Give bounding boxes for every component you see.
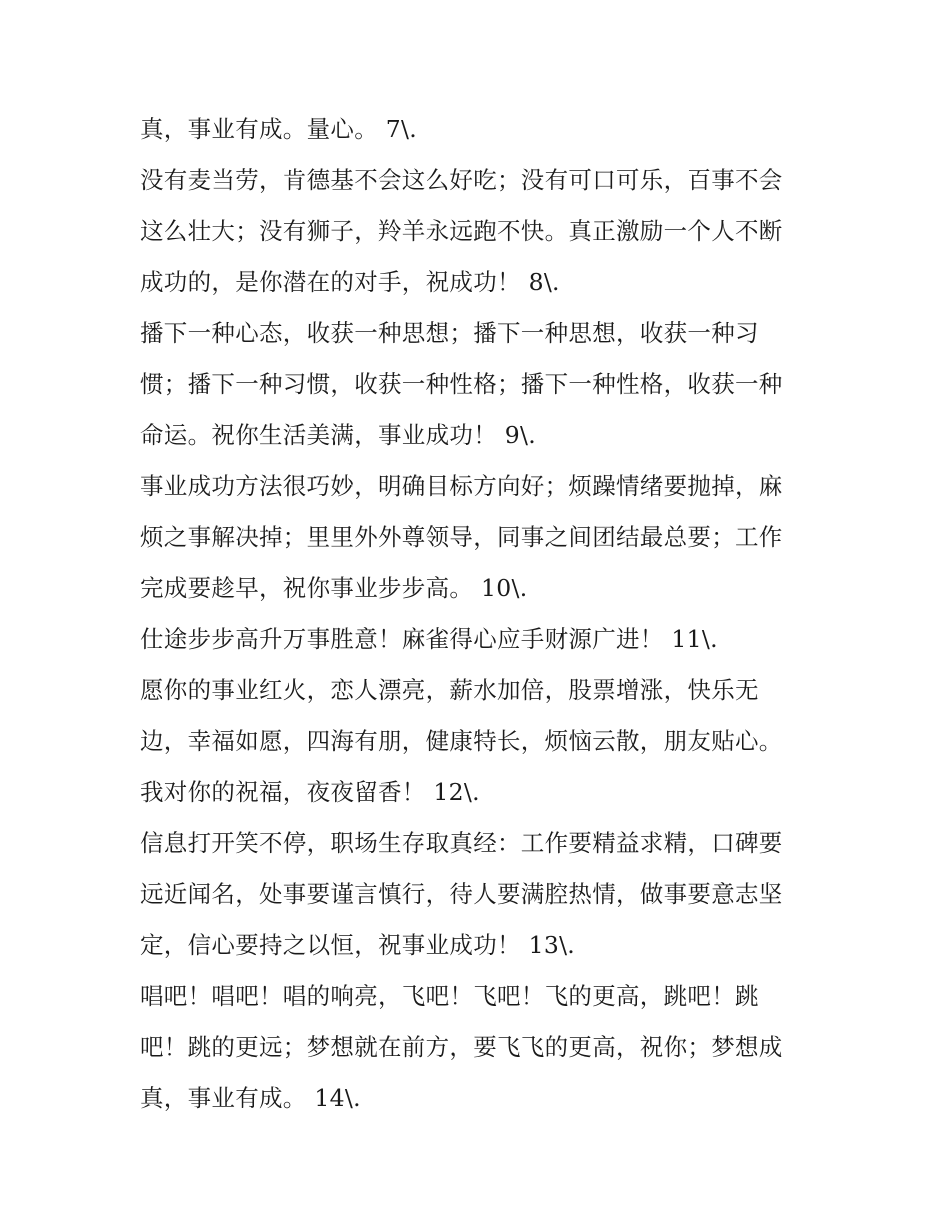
text-line: 我对你的祝福，夜夜留香！ 12\. xyxy=(140,778,480,806)
text-line: 唱吧！唱吧！唱的响亮，飞吧！飞吧！飞的更高，跳吧！跳 xyxy=(140,982,759,1010)
text-line: 愿你的事业红火，恋人漂亮，薪水加倍，股票增涨，快乐无 xyxy=(140,676,759,704)
text-line: 没有麦当劳，肯德基不会这么好吃；没有可口可乐，百事不会 xyxy=(140,166,783,194)
text-line: 吧！跳的更远；梦想就在前方，要飞飞的更高，祝你；梦想成 xyxy=(140,1033,783,1061)
text-line: 惯；播下一种习惯，收获一种性格；播下一种性格，收获一种 xyxy=(140,370,783,398)
text-line: 定，信心要持之以恒，祝事业成功！ 13\. xyxy=(140,931,576,959)
text-line: 边，幸福如愿，四海有朋，健康特长，烦恼云散，朋友贴心。 xyxy=(140,727,783,755)
text-line: 信息打开笑不停，职场生存取真经：工作要精益求精，口碑要 xyxy=(140,829,783,857)
text-line: 烦之事解决掉；里里外外尊领导，同事之间团结最总要；工作 xyxy=(140,523,783,551)
text-line: 事业成功方法很巧妙，明确目标方向好；烦躁情绪要抛掉，麻 xyxy=(140,472,783,500)
text-line: 这么壮大；没有狮子，羚羊永远跑不快。真正激励一个人不断 xyxy=(140,217,783,245)
text-line: 完成要趁早，祝你事业步步高。 10\. xyxy=(140,574,528,602)
text-line: 成功的，是你潜在的对手，祝成功！ 8\. xyxy=(140,268,560,296)
text-line: 真，事业有成。 14\. xyxy=(140,1084,361,1112)
text-line: 真，事业有成。量心。 7\. xyxy=(140,115,418,143)
text-line: 播下一种心态，收获一种思想；播下一种思想，收获一种习 xyxy=(140,319,759,347)
text-line: 远近闻名，处事要谨言慎行，待人要满腔热情，做事要意志坚 xyxy=(140,880,783,908)
document-body xyxy=(140,104,820,1124)
text-line: 仕途步步高升万事胜意！麻雀得心应手财源广进！ 11\. xyxy=(140,625,718,653)
text-line: 命运。祝你生活美满，事业成功！ 9\. xyxy=(140,421,537,449)
